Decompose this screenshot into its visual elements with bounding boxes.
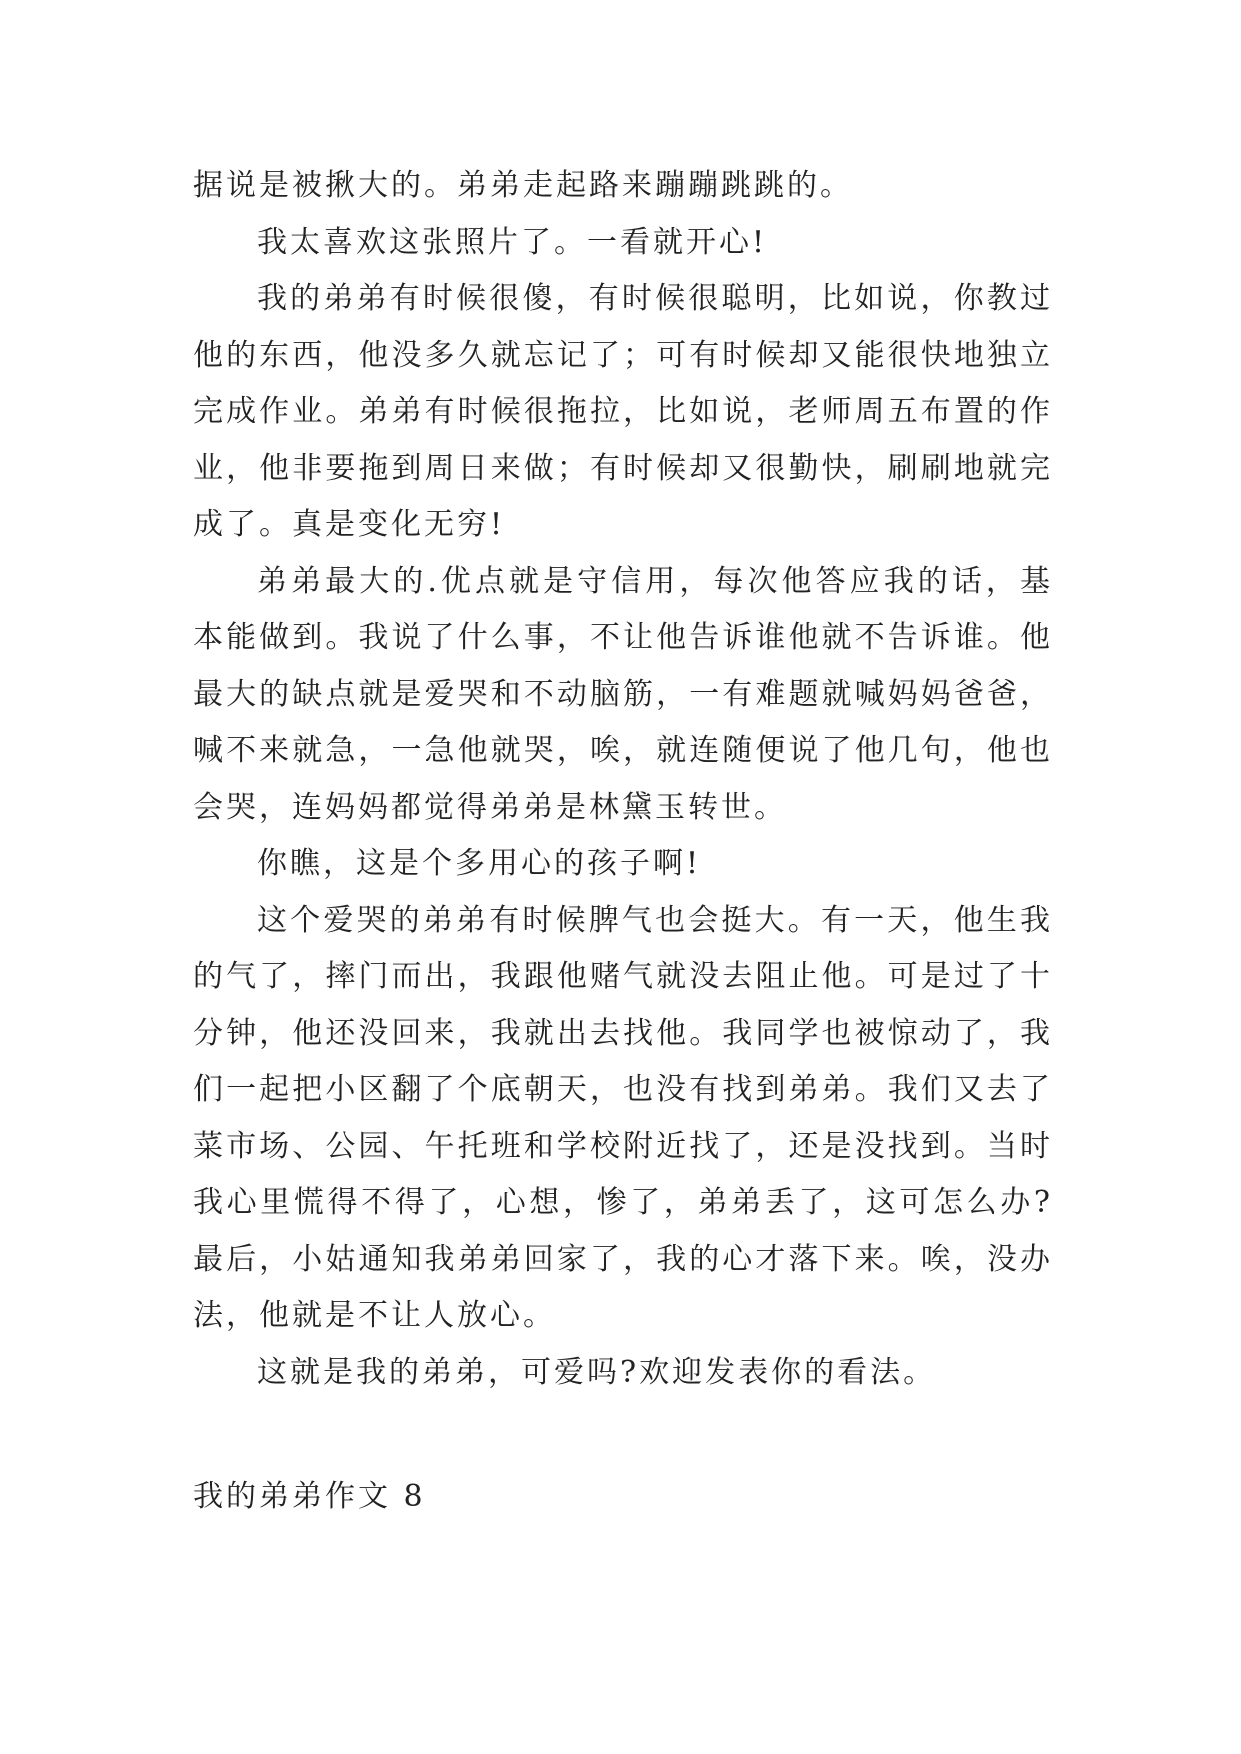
- essay-body: [193, 158, 1053, 1401]
- paragraph-1: 据说是被揪大的。弟弟走起路来蹦蹦跳跳的。: [193, 168, 853, 203]
- paragraph-4: 弟弟最大的.优点就是守信用，每次他答应我的话，基本能做到。我说了什么事，不让他告诉谁他就不告诉谁。他最大的缺点就是爱哭和不动脑筋，一有难题就喊妈妈爸爸，喊不来就急，一急他就哭，唉，就连随便说了他几句，他也会哭，连妈妈都觉得弟弟是林黛玉转世。: [193, 563, 1053, 825]
- paragraph-5: 你瞧，这是个多用心的孩子啊!: [257, 846, 702, 881]
- paragraph-7: 这就是我的弟弟，可爱吗?欢迎发表你的看法。: [257, 1354, 937, 1390]
- paragraph-6: 这个爱哭的弟弟有时候脾气也会挺大。有一天，他生我的气了，摔门而出，我跟他赌气就没去阻止他。可是过了十分钟，他还没回来，我就出去找他。我同学也被惊动了，我们一起把小区翻了个底朝天，也没有找到弟弟。我们又去了菜市场、公园、午托班和学校附近找了，还是没找到。当时我心里慌得不得了，心想，惨了，弟弟丢了，这可怎么办?最后，小姑通知我弟弟回家了，我的心才落下来。唉，没办法，他就是不让人放心。: [193, 902, 1053, 1333]
- paragraph-2: 我太喜欢这张照片了。一看就开心!: [257, 224, 768, 260]
- paragraph-3: 我的弟弟有时候很傻，有时候很聪明，比如说，你教过他的东西，他没多久就忘记了；可有时候却又能很快地独立完成作业。弟弟有时候很拖拉，比如说，老师周五布置的作业，他非要拖到周日来做；有时候却又很勤快，刷刷地就完成了。真是变化无穷!: [193, 281, 1053, 542]
- section-heading: 我的弟弟作文 8: [193, 1479, 426, 1514]
